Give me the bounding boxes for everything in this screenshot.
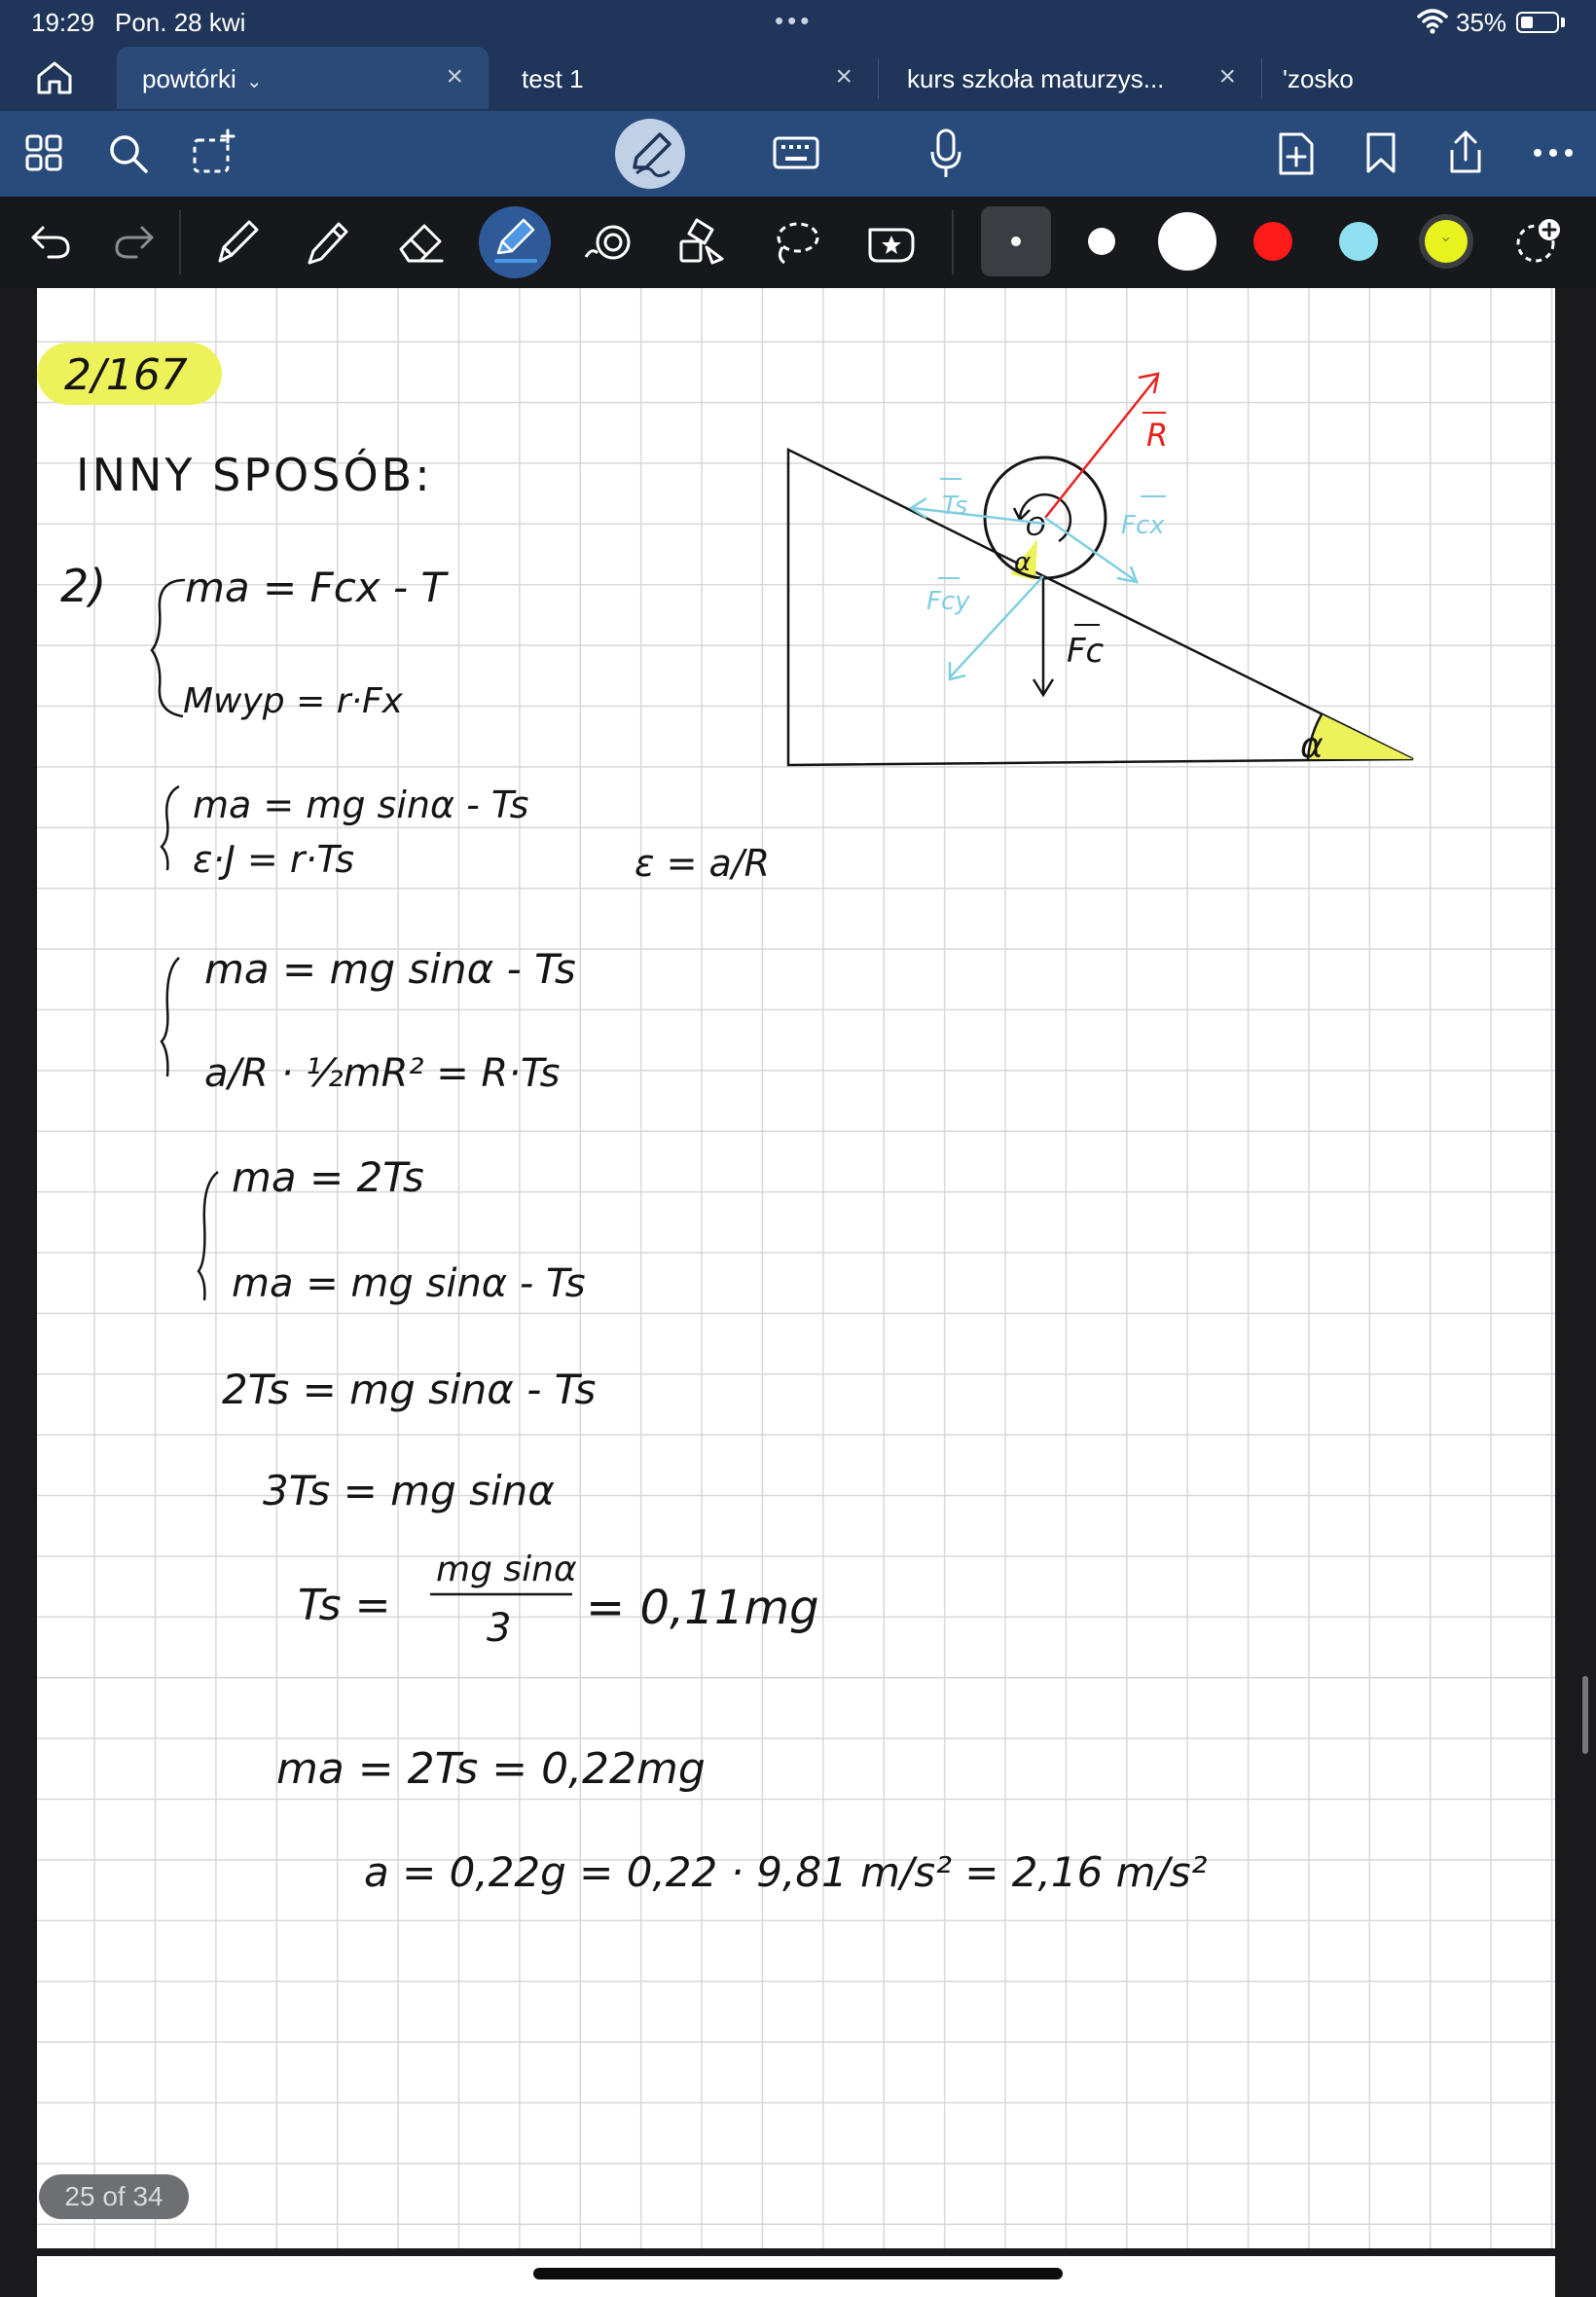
tab-zosko[interactable] xyxy=(1261,47,1596,109)
equation-line1: 2Ts = mg sinα - Ts xyxy=(222,1366,597,1413)
redo-icon[interactable] xyxy=(113,222,156,261)
brace xyxy=(162,786,179,870)
system3-line1: ma = mg sinα - Ts xyxy=(204,945,576,993)
system2-line2: ε·J = r·Ts xyxy=(193,838,355,881)
document-toolbar xyxy=(0,111,1596,197)
home-icon[interactable] xyxy=(33,58,76,97)
more-icon[interactable] xyxy=(1532,146,1575,160)
note-page[interactable] xyxy=(37,288,1555,2248)
home-indicator[interactable] xyxy=(533,2268,1063,2279)
share-icon[interactable] xyxy=(1444,128,1487,177)
color-swatch-red[interactable] xyxy=(1253,222,1292,261)
ts-lhs: Ts = xyxy=(298,1581,391,1630)
battery-percent: 35% xyxy=(1456,8,1507,37)
bookmark-icon[interactable] xyxy=(1364,130,1397,175)
angle-alpha-label: α xyxy=(1300,726,1324,766)
tab-label: test 1 xyxy=(522,64,584,93)
undo-icon[interactable] xyxy=(29,222,72,261)
close-tab-icon[interactable]: × xyxy=(1218,60,1236,92)
toolbar-divider xyxy=(179,210,181,274)
fc-label: Fc xyxy=(1067,632,1105,671)
add-page-icon[interactable] xyxy=(1277,130,1316,177)
brace xyxy=(199,1172,218,1300)
shapes-icon[interactable] xyxy=(582,218,636,267)
add-color-icon[interactable] xyxy=(1510,214,1565,269)
brace xyxy=(152,580,185,716)
battery-tip xyxy=(1561,18,1565,27)
close-tab-icon[interactable]: × xyxy=(835,60,852,92)
tab-label: kurs szkoła maturzys... xyxy=(907,64,1165,93)
tab-kurs[interactable] xyxy=(882,47,1261,109)
equation-line3: ma = 2Ts = 0,22mg xyxy=(276,1744,706,1794)
part-label: 2) xyxy=(60,560,107,612)
lasso-select-icon[interactable] xyxy=(189,128,237,177)
battery-icon xyxy=(1516,12,1559,33)
center-o-label: O xyxy=(1026,513,1046,542)
pen-mode-button[interactable] xyxy=(615,119,685,189)
status-date: Pon. 28 kwi xyxy=(115,8,246,37)
brace xyxy=(162,958,179,1076)
tab-label: 'zosko xyxy=(1283,64,1354,93)
eraser-icon[interactable] xyxy=(395,218,448,267)
swatch-dot xyxy=(1011,237,1021,246)
r-label: R xyxy=(1146,417,1169,454)
system4-line1: ma = 2Ts xyxy=(232,1153,424,1201)
wifi-icon xyxy=(1417,8,1448,35)
grid-icon[interactable] xyxy=(25,134,62,171)
color-swatch-yellow-selected[interactable] xyxy=(1419,214,1473,269)
system2-line1: ma = mg sinα - Ts xyxy=(193,784,529,826)
scrollbar[interactable] xyxy=(1582,1676,1588,1754)
contact-alpha-label: α xyxy=(1014,548,1032,577)
pen-mode-icon xyxy=(615,119,685,189)
ts-vector-label: Ts xyxy=(942,492,968,521)
fcx-label: Fcx xyxy=(1121,511,1165,540)
system4-line2: ma = mg sinα - Ts xyxy=(232,1261,586,1306)
tab-bar xyxy=(0,45,1596,111)
tab-divider xyxy=(878,58,879,99)
ts-result: = 0,11mg xyxy=(586,1581,819,1635)
battery-level xyxy=(1521,17,1533,28)
highlighter-button[interactable] xyxy=(479,206,551,278)
system3-line2: a/R · ½mR² = R·Ts xyxy=(204,1051,561,1096)
tab-test-1[interactable] xyxy=(496,47,878,109)
incline-diagram xyxy=(788,374,1413,766)
lasso-icon[interactable] xyxy=(771,216,821,269)
handwriting-layer xyxy=(37,288,1555,2248)
pencil-icon[interactable] xyxy=(304,216,352,269)
chevron-down-icon[interactable]: ⌄ xyxy=(245,71,263,92)
elements-icon[interactable] xyxy=(677,216,728,269)
tab-powtorki[interactable] xyxy=(117,47,489,109)
sticker-icon[interactable] xyxy=(864,218,919,267)
ts-numerator: mg sinα xyxy=(436,1550,577,1589)
multitask-dots-icon[interactable]: ••• xyxy=(775,6,814,35)
microphone-icon[interactable] xyxy=(928,128,963,179)
color-swatch-3[interactable] xyxy=(1158,212,1216,271)
status-time: 19:29 xyxy=(31,8,95,37)
highlighter-icon xyxy=(479,206,551,278)
equation-line4: a = 0,22g = 0,22 · 9,81 m/s² = 2,16 m/s² xyxy=(364,1848,1208,1896)
epsilon-note: ε = a/R xyxy=(635,842,771,885)
chevron-down-icon: ⌄ xyxy=(1439,229,1453,245)
angle-highlight xyxy=(1308,714,1413,759)
page-counter: 25 of 34 xyxy=(39,2174,189,2219)
heading: INNY SPOSÓB: xyxy=(76,449,433,501)
problem-number: 2/167 xyxy=(64,350,188,400)
status-bar xyxy=(0,0,1596,45)
keyboard-icon[interactable] xyxy=(773,136,819,169)
color-swatch-1[interactable] xyxy=(981,206,1051,276)
tools-toolbar xyxy=(0,197,1596,288)
color-swatch-cyan[interactable] xyxy=(1339,222,1378,261)
color-swatch-2[interactable] xyxy=(1088,228,1115,255)
equation-line2: 3Ts = mg sinα xyxy=(263,1467,555,1514)
ts-denominator: 3 xyxy=(487,1606,512,1651)
search-icon[interactable] xyxy=(107,132,150,175)
system1-line1: ma = Fcx - T xyxy=(185,564,447,611)
system1-line2: Mwyp = r·Fx xyxy=(183,681,403,721)
fountain-pen-icon[interactable] xyxy=(212,216,261,269)
toolbar-divider xyxy=(952,210,954,274)
close-tab-icon[interactable]: × xyxy=(446,60,463,92)
tab-label: powtórki xyxy=(142,64,236,93)
fcy-label: Fcy xyxy=(926,587,970,616)
